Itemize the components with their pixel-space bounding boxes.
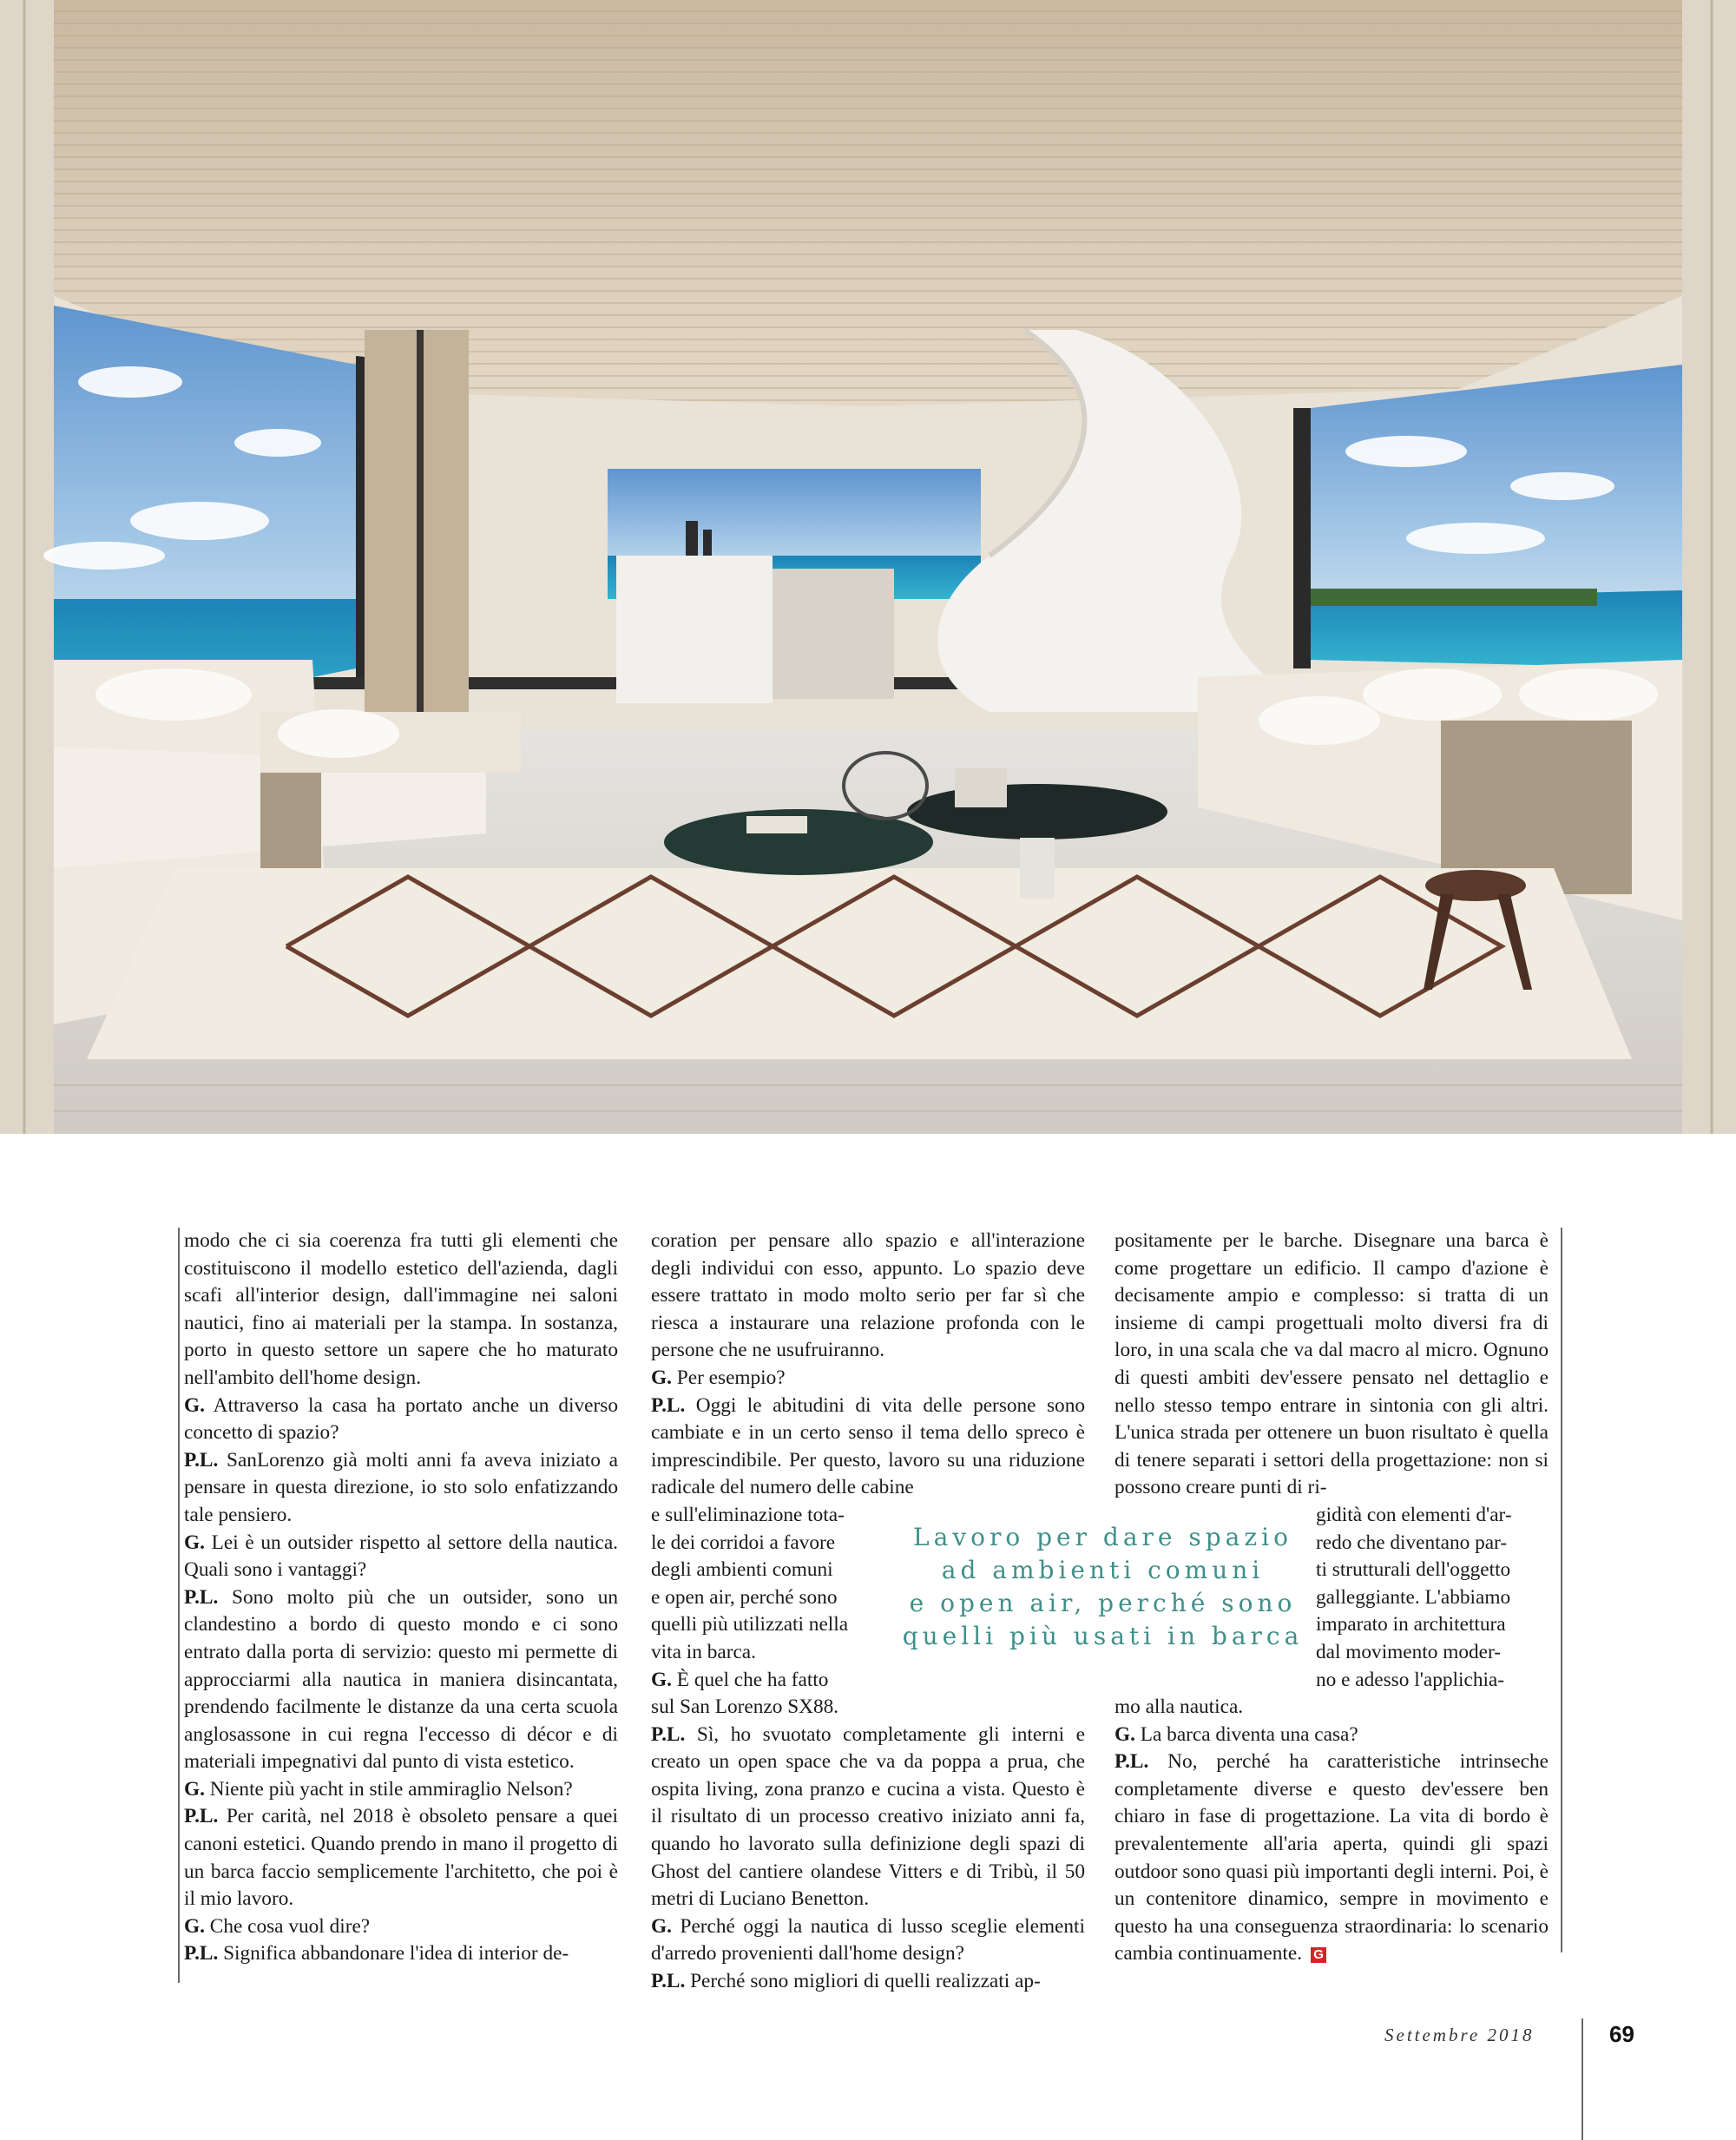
speaker-label: P.L. [184,1585,219,1609]
speaker-label: G. [184,1914,205,1938]
pull-quote-line: e open air, perché sono [909,1589,1297,1617]
question: G. È quel che ha fatto [651,1668,829,1691]
paragraph: modo che ci sia coerenza fra tutti gli elementi che costituiscono il modello estetico dell'azienda, dagli scafi all'interior design, dall'immagine nei saloni nautici, fino ai materiali per la stampa. In sostanza, porto in questo settore un sapere che ho maturato nell'ambito dell'home design. [184,1229,618,1389]
pull-quote-line: Lavoro per dare spazio [913,1523,1292,1551]
narrow-line: dal movimento moder- [1316,1640,1502,1663]
issue-date: Settembre 2018 [1384,2025,1535,2045]
narrow-line: no e adesso l'applichia- [1316,1668,1505,1691]
question: G. Attraverso la casa ha portato anche un diverso concetto di spazio? [184,1393,618,1445]
speaker-label: G. [184,1777,205,1801]
speaker-label: G. [184,1531,205,1554]
column-rule-right [1561,1228,1562,1952]
narrow-line: e open air, perché sono [651,1585,838,1609]
speaker-label: G. [651,1914,672,1938]
question: G. La barca diventa una casa? [1115,1722,1358,1746]
question: G. Lei è un outsider rispetto al settore della nautica. Quali sono i vantaggi? [184,1531,618,1582]
answer: P.L. Sono molto più che un outsider, sono un clandestino a bordo di questo mondo e ci sono entrato dalla porta di servizio: questo mi permette di approcciarmi alla nautica in maniera disincantata, prendendo facilmente le distanze da una certa scuola anglosassone in cui regna l'eccesso di décor e di materiali impegnativi dal punto di vista estetico. [184,1585,618,1774]
answer: P.L. SanLorenzo già molti anni fa aveva iniziato a pensare in questa direzione, io sto solo enfatizzando tale pensiero. [184,1448,618,1526]
footer-divider [1581,2018,1583,2140]
speaker-label: G. [651,1668,672,1691]
end-mark-logo: G [1311,1947,1326,1963]
answer: P.L. Sì, ho svuotato completamente gli interni e creato un open space che va da poppa a prua, che ospita living, zona pranzo e cucina a vista. Questo è il risultato di un processo creativo iniziato anni fa, quando ho lavorato sulla definizione degli spazi di Ghost del cantiere olandese Vitters e di Tribù, il 50 metri di Luciano Benetton. [651,1722,1085,1911]
paragraph: coration per pensare allo spazio e all'interazione degli individui con esso, appunto. Lo spazio deve essere trattato in modo molto serio per far sì che riesca a instaurare una relazione profonda con le persone che ne usufruiranno. [651,1229,1085,1362]
narrow-line: quelli più utilizzati nella [651,1613,849,1636]
answer: P.L. No, perché ha caratteristiche intrinseche completamente diverse e questo dev'essere ben chiaro in fase di progettazione. La vita di bordo è prevalentemente all'aria aperta, quindi gli spazi outdoor sono quasi più importanti degli interni. Poi, è un contenitore dinamico, sempre in movimento e questo ha una conseguenza straordinaria: lo scenario cambia continuamente. G [1115,1750,1549,1966]
indented-lines [1115,1502,1549,1694]
line: mo alla nautica. [1115,1696,1244,1719]
narrow-line: galleggiante. L'abbiamo [1316,1585,1511,1609]
speaker-label: P.L. [651,1393,686,1417]
narrow-line: sul San Lorenzo SX88. [651,1696,839,1719]
speaker-label: P.L. [184,1805,219,1828]
narrow-line: vita in barca. [651,1640,756,1663]
narrow-line: imparato in architettura [1316,1613,1506,1636]
question: G. Niente più yacht in stile ammiraglio Nelson? [184,1777,573,1801]
text-column-1 [184,1228,618,1968]
narrow-line: ti strutturali dell'oggetto [1316,1558,1511,1582]
page-number: 69 [1609,2021,1634,2047]
question: G. Per esempio? [651,1366,786,1389]
answer: P.L. Oggi le abitudini di vita delle persone sono cambiate e in un certo senso il tema dello spreco è imprescindibile. Per questo, lavoro su una riduzione radicale del numero delle cabine [651,1393,1085,1499]
narrow-line: redo che diventano par- [1316,1531,1508,1554]
narrow-line: degli ambienti comuni [651,1558,833,1582]
answer: P.L. Perché sono migliori di quelli realizzati ap- [651,1970,1041,1993]
pull-quote-line: ad ambienti comuni [941,1556,1265,1584]
column-rule-left [178,1228,180,1983]
speaker-label: G. [184,1393,205,1417]
narrow-line: gidità con elementi d'ar- [1316,1503,1512,1526]
paragraph: positamente per le barche. Disegnare una barca è come progettare un edificio. Il campo d'azione è decisamente ampio e complesso: si tratta di un insieme di campi progettuali molto diversi fra di loro, in una scala che va dal macro al micro. Ognuno di questi ambiti dev'essere pensato nel dettaglio e nello stesso tempo entrare in sintonia con gli altri. L'unica strada per ottenere un buon risultato è quella di tenere separati i settori della progettazione: non si possono creare punti di ri- [1115,1229,1549,1499]
narrow-line: e sull'eliminazione tota- [651,1503,845,1526]
speaker-label: P.L. [651,1722,686,1746]
pull-quote-line: quelli più usati in barca [902,1622,1304,1650]
answer: P.L. Per carità, nel 2018 è obsoleto pensare a quei canoni estetici. Quando prendo in mano il progetto di un barca faccio semplicemente l'architetto, che poi è il mio lavoro. [184,1805,618,1911]
question: G. Perché oggi la nautica di lusso sceglie elementi d'arredo provenienti dall'home design? [651,1914,1085,1966]
narrow-line: le dei corridoi a favore [651,1531,836,1554]
text-column-3 [1115,1228,1549,1968]
answer: P.L. Significa abbandonare l'idea di interior de- [184,1942,569,1966]
speaker-label: P.L. [184,1942,219,1966]
speaker-label: P.L. [651,1970,686,1993]
speaker-label: G. [1115,1722,1135,1746]
speaker-label: P.L. [184,1448,219,1472]
speaker-label: P.L. [1115,1750,1149,1774]
question: G. Che cosa vuol dire? [184,1914,371,1938]
speaker-label: G. [651,1366,672,1389]
